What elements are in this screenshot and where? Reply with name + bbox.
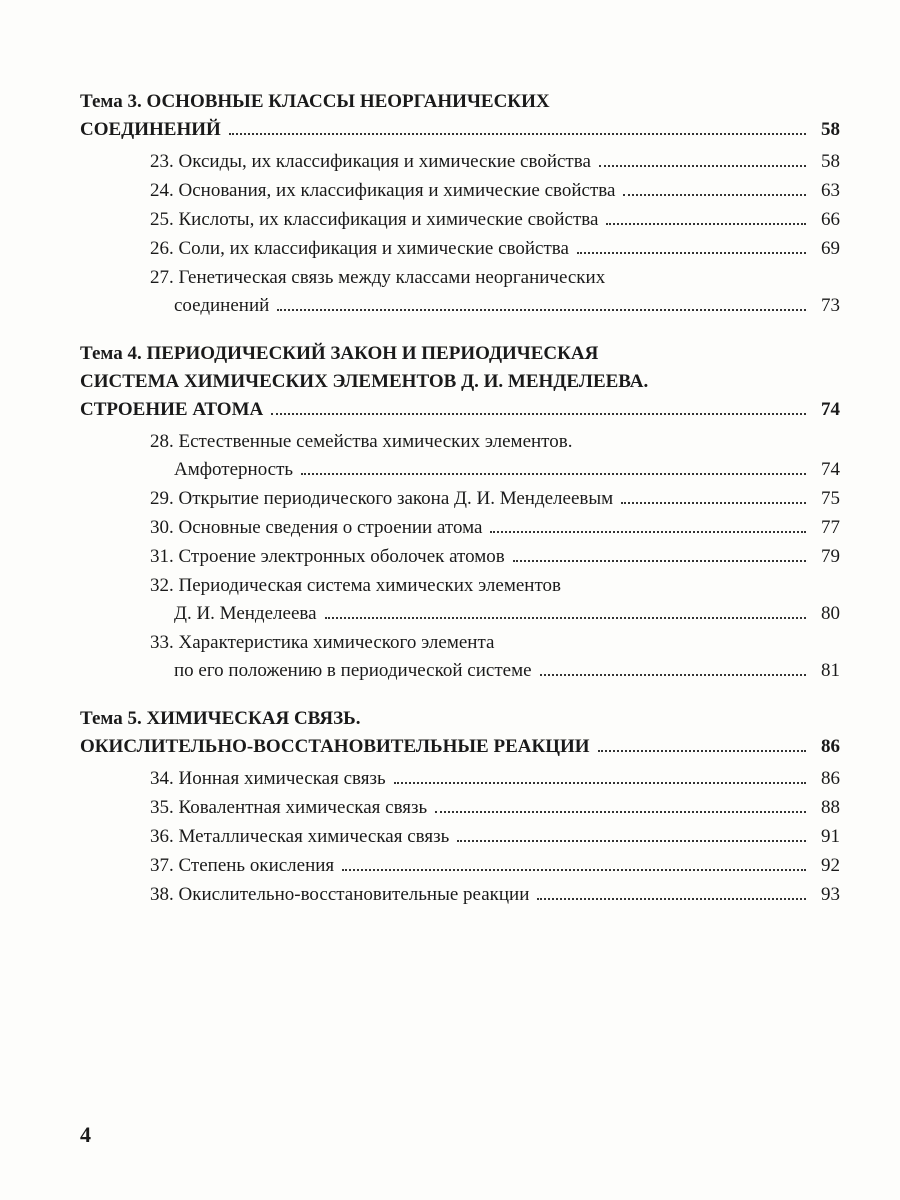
entry-line <box>150 264 840 292</box>
toc-entry <box>150 852 840 880</box>
entry-line <box>150 456 840 484</box>
title-text: соединений <box>174 295 270 316</box>
title-text: 30. Основные сведения о строении атома <box>150 517 483 538</box>
title-text: Тема 5. ХИМИЧЕСКАЯ СВЯЗЬ. <box>80 708 361 729</box>
entry-line <box>150 794 840 822</box>
page-ref: 93 <box>821 884 840 905</box>
dotted-leader <box>229 133 806 135</box>
title-text: 34. Ионная химическая связь <box>150 768 386 789</box>
title-text: 26. Соли, их классификация и химические свойства <box>150 238 569 259</box>
topic-title-line <box>80 116 840 144</box>
page-ref: 91 <box>821 826 840 847</box>
page-ref: 92 <box>821 855 840 876</box>
title-text: 29. Открытие периодического закона Д. И. Менделеевым <box>150 488 614 509</box>
page-ref: 58 <box>821 119 840 140</box>
entry-line <box>150 823 840 851</box>
toc-entry <box>150 235 840 263</box>
topic-title-line <box>80 705 840 733</box>
page-ref: 86 <box>821 768 840 789</box>
dotted-leader <box>598 750 806 752</box>
entry-line <box>150 177 840 205</box>
title-text: 27. Генетическая связь между классами неорганических <box>150 267 606 288</box>
dotted-leader <box>394 782 806 784</box>
title-text: 31. Строение электронных оболочек атомов <box>150 546 505 567</box>
entry-line <box>150 206 840 234</box>
dotted-leader <box>301 473 806 475</box>
title-text: 32. Периодическая система химических элементов <box>150 575 561 596</box>
page-ref: 58 <box>821 151 840 172</box>
entry-line <box>150 235 840 263</box>
entry-line <box>150 852 840 880</box>
entry-line <box>150 514 840 542</box>
entry-line <box>150 428 840 456</box>
dotted-leader <box>457 840 806 842</box>
page-ref: 77 <box>821 517 840 538</box>
entry-line <box>150 543 840 571</box>
dotted-leader <box>623 194 806 196</box>
topic-title-line <box>80 396 840 424</box>
toc-entry <box>150 765 840 793</box>
topic-title-line <box>80 340 840 368</box>
toc-entry <box>150 572 840 628</box>
title-text: СТРОЕНИЕ АТОМА <box>80 399 264 420</box>
page-ref: 63 <box>821 180 840 201</box>
dotted-leader <box>325 617 806 619</box>
dotted-leader <box>490 531 806 533</box>
title-text: Д. И. Менделеева <box>174 603 317 624</box>
toc-entry <box>150 823 840 851</box>
dotted-leader <box>277 309 806 311</box>
topic-entries <box>80 765 840 909</box>
toc-entry <box>150 485 840 513</box>
entry-line <box>150 765 840 793</box>
title-text: 35. Ковалентная химическая связь <box>150 797 428 818</box>
entry-line <box>150 292 840 320</box>
title-text: Тема 3. ОСНОВНЫЕ КЛАССЫ НЕОРГАНИЧЕСКИХ <box>80 91 550 112</box>
dotted-leader <box>513 560 806 562</box>
toc-entry <box>150 543 840 571</box>
page-ref: 69 <box>821 238 840 259</box>
title-text: ОКИСЛИТЕЛЬНО-ВОССТАНОВИТЕЛЬНЫЕ РЕАКЦИИ <box>80 736 590 757</box>
toc-entry <box>150 629 840 685</box>
page-ref: 88 <box>821 797 840 818</box>
dotted-leader <box>577 252 806 254</box>
topic-entries <box>80 428 840 685</box>
toc-entry <box>150 264 840 320</box>
page-ref: 74 <box>821 459 840 480</box>
page-ref: 79 <box>821 546 840 567</box>
page-ref: 75 <box>821 488 840 509</box>
title-text: 25. Кислоты, их классификация и химические свойства <box>150 209 599 230</box>
entry-line <box>150 657 840 685</box>
dotted-leader <box>540 674 806 676</box>
title-text: 38. Окислительно-восстановительные реакции <box>150 884 530 905</box>
toc-entry <box>150 148 840 176</box>
page-ref: 66 <box>821 209 840 230</box>
page-ref: 86 <box>821 736 840 757</box>
title-text: СИСТЕМА ХИМИЧЕСКИХ ЭЛЕМЕНТОВ Д. И. МЕНДЕЛЕЕВА. <box>80 371 649 392</box>
toc-entry <box>150 794 840 822</box>
topic-heading <box>80 340 840 424</box>
title-text: Амфотерность <box>174 459 294 480</box>
title-text: СОЕДИНЕНИЙ <box>80 119 221 140</box>
topic-heading <box>80 705 840 761</box>
title-text: 37. Степень окисления <box>150 855 335 876</box>
toc-entry <box>150 206 840 234</box>
dotted-leader <box>621 502 806 504</box>
page-ref: 74 <box>821 399 840 420</box>
dotted-leader <box>606 223 806 225</box>
dotted-leader <box>271 413 806 415</box>
title-text: по его положению в периодической системе <box>174 660 532 681</box>
entry-line <box>150 600 840 628</box>
entry-line <box>150 572 840 600</box>
title-text: 23. Оксиды, их классификация и химические свойства <box>150 151 591 172</box>
table-of-contents <box>80 88 840 910</box>
entry-line <box>150 148 840 176</box>
entry-line <box>150 485 840 513</box>
title-text: 24. Основания, их классификация и химические свойства <box>150 180 616 201</box>
title-text: Тема 4. ПЕРИОДИЧЕСКИЙ ЗАКОН И ПЕРИОДИЧЕСКАЯ <box>80 343 599 364</box>
topic-heading <box>80 88 840 144</box>
page-ref: 80 <box>821 603 840 624</box>
dotted-leader <box>537 898 806 900</box>
dotted-leader <box>435 811 806 813</box>
dotted-leader <box>599 165 806 167</box>
title-text: 33. Характеристика химического элемента <box>150 632 495 653</box>
toc-entry <box>150 177 840 205</box>
toc-entry <box>150 881 840 909</box>
entry-line <box>150 881 840 909</box>
toc-entry <box>150 428 840 484</box>
page-ref: 81 <box>821 660 840 681</box>
topic-title-line <box>80 88 840 116</box>
page-ref: 73 <box>821 295 840 316</box>
topic-entries <box>80 148 840 320</box>
entry-line <box>150 629 840 657</box>
title-text: 36. Металлическая химическая связь <box>150 826 450 847</box>
topic-title-line <box>80 733 840 761</box>
dotted-leader <box>342 869 806 871</box>
title-text: 28. Естественные семейства химических элементов. <box>150 431 573 452</box>
topic-title-line <box>80 368 840 396</box>
page-number: 4 <box>80 1122 91 1147</box>
toc-entry <box>150 514 840 542</box>
